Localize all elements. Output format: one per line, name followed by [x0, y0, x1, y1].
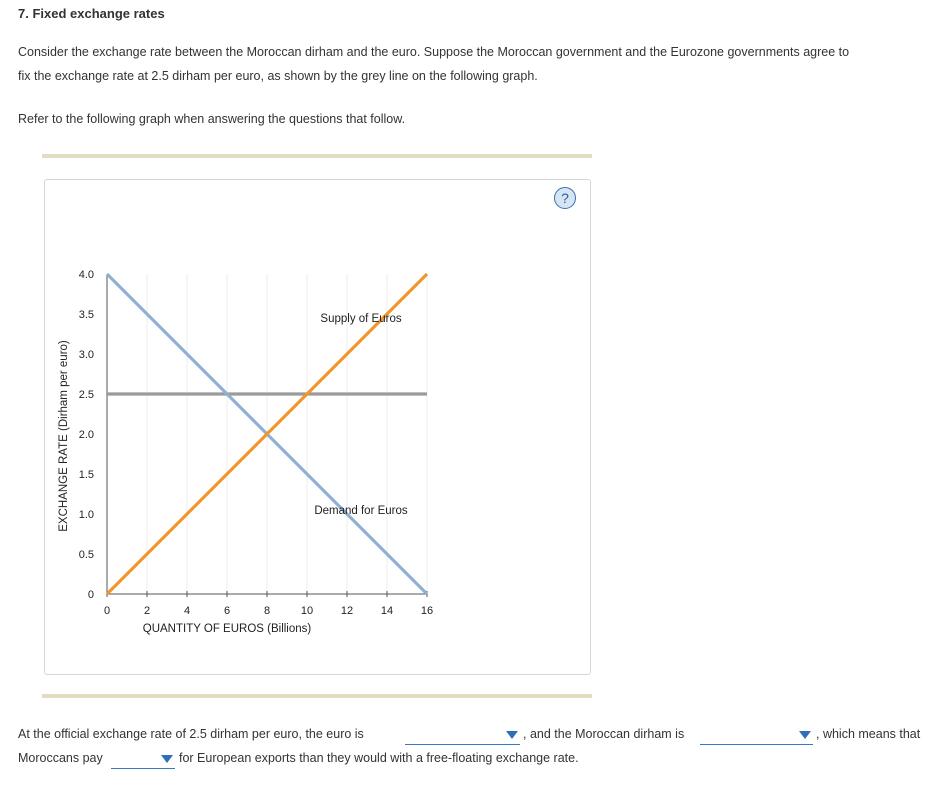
answer-text-1: At the official exchange rate of 2.5 dirham per euro, the euro is — [18, 727, 364, 741]
answer-text-4: Moroccans pay — [18, 751, 103, 765]
y-axis-label: EXCHANGE RATE (Dirham per euro) — [58, 340, 70, 532]
x-tick-label: 0 — [103, 605, 111, 617]
answer-text-5: for European exports than they would with a free-floating exchange rate. — [179, 751, 579, 765]
y-tick-label: 0.5 — [78, 549, 94, 561]
chevron-down-icon — [799, 731, 811, 739]
x-tick-label: 14 — [380, 605, 394, 617]
x-tick-label: 12 — [340, 605, 354, 617]
help-icon[interactable]: ? — [554, 187, 576, 209]
dirham-valuation-dropdown[interactable] — [700, 726, 813, 745]
x-tick-label: 2 — [143, 605, 151, 617]
curve-label: Demand for Euros — [314, 505, 408, 517]
y-tick-label: 1.5 — [78, 469, 94, 481]
question-title: 7. Fixed exchange rates — [18, 6, 165, 21]
y-tick-label: 3.0 — [78, 349, 94, 361]
x-tick-label: 6 — [223, 605, 231, 617]
x-tick-label: 16 — [420, 605, 434, 617]
refer-text: Refer to the following graph when answering the questions that follow. — [18, 112, 406, 126]
x-tick-label: 4 — [183, 605, 191, 617]
answer-text-2: , and the Moroccan dirham is — [523, 727, 685, 741]
chevron-down-icon — [161, 755, 173, 763]
curve-label: Supply of Euros — [320, 313, 402, 325]
intro-line-2: fix the exchange rate at 2.5 dirham per euro, as shown by the grey line on the following graph. — [18, 69, 538, 83]
x-tick-label: 10 — [300, 605, 314, 617]
y-tick-label: 3.5 — [78, 309, 94, 321]
y-tick-label: 2.5 — [78, 389, 94, 401]
answer-text-3: , which means that — [816, 727, 921, 741]
x-axis-label: QUANTITY OF EUROS (Billions) — [142, 623, 312, 635]
intro-line-1: Consider the exchange rate between the Moroccan dirham and the euro. Suppose the Moroccan government and the Eurozone governments agree to — [18, 45, 850, 59]
chevron-down-icon — [506, 731, 518, 739]
y-tick-label: 4.0 — [78, 269, 94, 281]
x-tick-label: 8 — [263, 605, 271, 617]
euro-valuation-dropdown[interactable] — [405, 726, 520, 745]
bottom-divider — [42, 694, 592, 698]
y-tick-label: 1.0 — [78, 509, 94, 521]
price-comparison-dropdown[interactable] — [111, 750, 175, 769]
y-tick-label: 2.0 — [78, 429, 94, 441]
y-tick-label: 0 — [87, 589, 94, 601]
